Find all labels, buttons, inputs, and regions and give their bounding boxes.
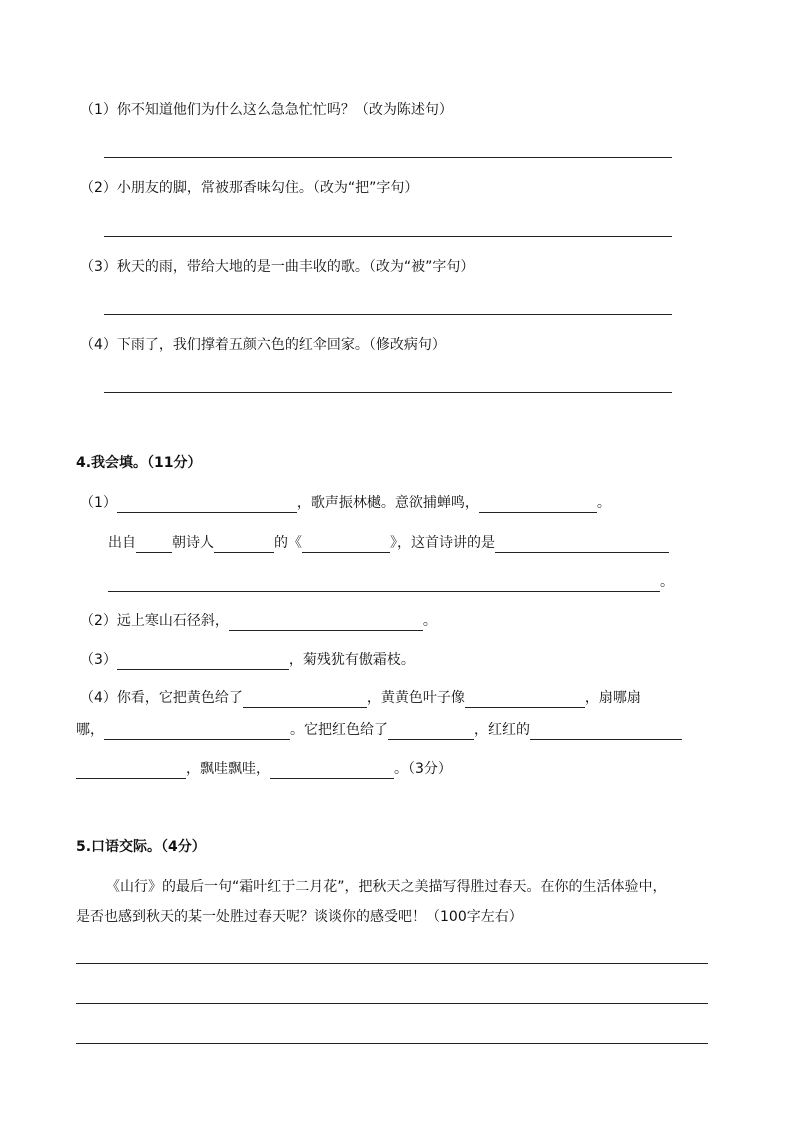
section5-heading: 5.口语交际。（4分） [76,839,206,855]
section5-prompt-line2: 是否也感到秋天的某一处胜过春天呢？谈谈你的感受吧！（100字左右） [76,909,523,925]
blank-q4-c[interactable] [104,723,290,740]
fill-q1b-a: 出自 [108,535,136,551]
fill-q1c-row [108,572,674,592]
blank-q3[interactable] [117,653,289,670]
blank-q4-f[interactable] [76,762,186,779]
blank-q1-b[interactable] [479,496,597,513]
fill-q2-end: 。 [422,613,437,629]
writing-line-2[interactable] [76,1003,708,1004]
fill-q4-row3 [76,759,452,779]
blank-q4-g[interactable] [270,762,394,779]
answer-line-3[interactable] [104,314,672,315]
fill-q4-row1 [80,688,641,708]
answer-line-2[interactable] [104,236,672,237]
fill-q1-label: （1） [80,495,117,511]
fill-q4b-a: 哪， [76,722,104,738]
fill-q2-row [80,611,437,631]
fill-q1-end: 。 [596,495,611,511]
q3-item-3: （3）秋天的雨，带给大地的是一曲丰收的歌。（改为“被”字句） [80,259,475,275]
fill-q4-a: （4）你看，它把黄色给了 [80,690,243,706]
blank-poem-title[interactable] [302,536,390,553]
writing-line-1[interactable] [76,963,708,964]
fill-q1b-d: 》，这首诗讲的是 [390,535,495,551]
fill-q1-row [80,493,611,513]
answer-line-1[interactable] [104,157,672,158]
fill-q2-text: （2）远上寒山石径斜， [80,613,229,629]
q3-item-4: （4）下雨了，我们撑着五颜六色的红伞回家。（修改病句） [80,337,446,353]
blank-q4-a[interactable] [243,691,367,708]
fill-q3-label: （3） [80,652,117,668]
fill-q4b-b: 。它把红色给了 [290,722,388,738]
blank-q4-b[interactable] [465,691,585,708]
fill-q4c-a: ，飘哇飘哇， [186,761,270,777]
fill-q1-mid: ，歌声振林樾。意欲捕蝉鸣， [296,495,479,511]
blank-q1-a[interactable] [117,496,297,513]
blank-dynasty[interactable] [136,536,172,553]
blank-poem-content-cont[interactable] [108,575,660,592]
fill-q1b-c: 的《 [274,535,302,551]
fill-q4c-b: 。（3分） [394,761,452,777]
section5-prompt-line1: 《山行》的最后一句“霜叶红于二月花”，把秋天之美描写得胜过春天。在你的生活体验中， [106,879,667,895]
fill-q4-row2 [76,720,682,740]
blank-q4-e[interactable] [530,723,682,740]
blank-poet[interactable] [214,536,274,553]
section4-heading: 4.我会填。（11分） [76,455,202,471]
fill-q1b-row [108,533,669,553]
blank-q2[interactable] [229,614,423,631]
q3-item-2: （2）小朋友的脚，常被那香味勾住。（改为“把”字句） [80,180,419,196]
q3-item-1: （1）你不知道他们为什么这么急急忙忙吗？（改为陈述句） [80,102,453,118]
fill-q4b-c: ，红红的 [474,722,530,738]
answer-line-4[interactable] [104,392,672,393]
fill-q4-c: ，扇哪扇 [584,690,641,706]
blank-q4-d[interactable] [388,723,474,740]
fill-q1b-b: 朝诗人 [172,535,214,551]
fill-q4-b: ，黄黄色叶子像 [366,690,465,706]
fill-q3-row [80,650,415,670]
fill-q1c-end: 。 [660,574,674,590]
fill-q3-mid: ，菊残犹有傲霜枝。 [288,652,415,668]
blank-poem-content[interactable] [495,536,669,553]
writing-line-3[interactable] [76,1043,708,1044]
